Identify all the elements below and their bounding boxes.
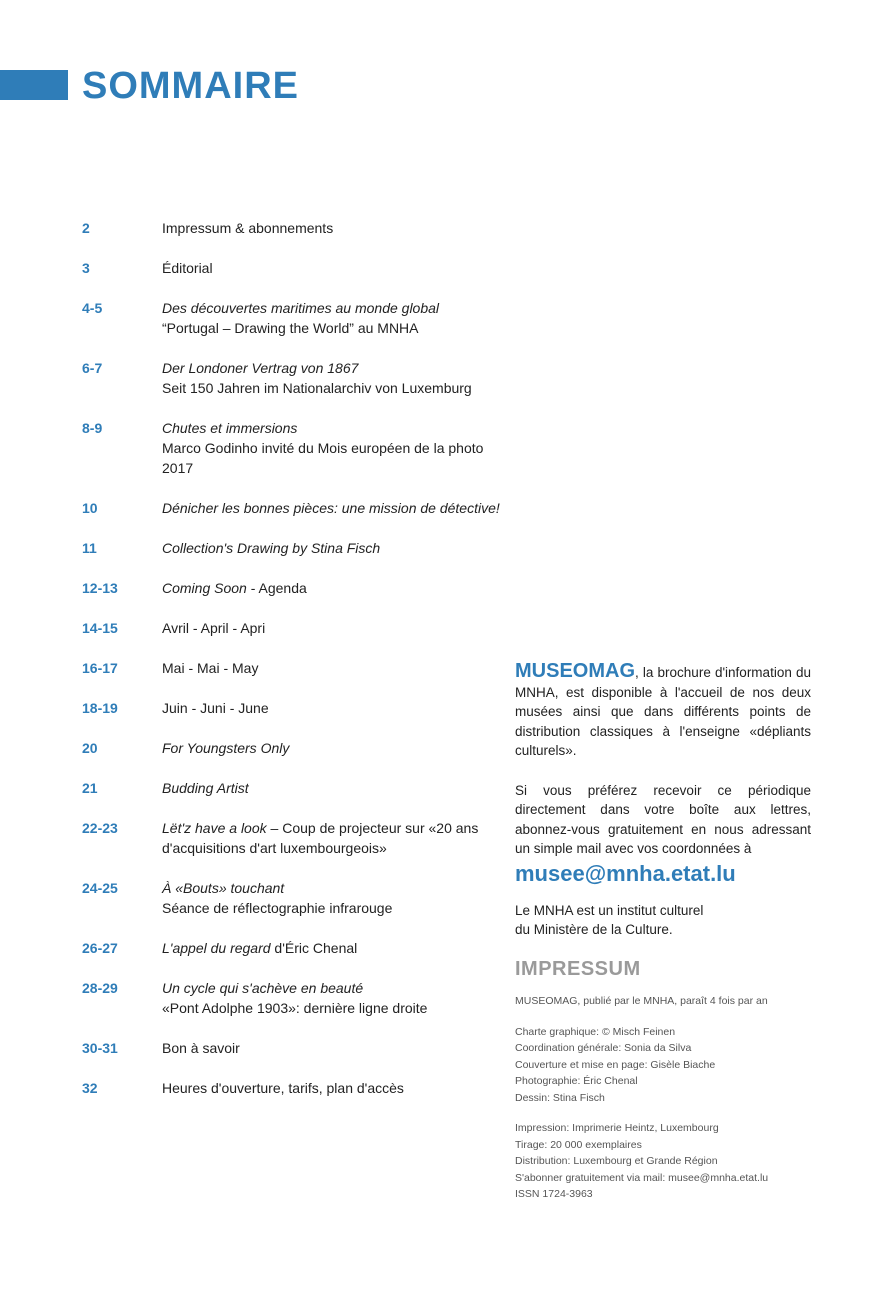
toc-item[interactable] xyxy=(82,358,512,398)
impressum-line: ISSN 1724-3963 xyxy=(515,1188,593,1200)
toc-entry-italic: For Youngsters Only xyxy=(162,740,290,756)
toc-entry-italic: Coming Soon xyxy=(162,580,247,596)
sidebar-info xyxy=(515,662,811,1203)
toc-entry-italic: L'appel du regard xyxy=(162,940,271,956)
impressum-line: Photographie: Éric Chenal xyxy=(515,1075,638,1087)
toc-entry-italic: Dénicher les bonnes pièces: une mission de détective! xyxy=(162,500,500,516)
toc-entry xyxy=(162,358,512,398)
toc-page-number: 14-15 xyxy=(82,620,118,636)
toc-entry-text: Juin - Juni - June xyxy=(162,700,269,716)
toc-entry-italic: Budding Artist xyxy=(162,780,249,796)
toc-entry xyxy=(162,298,512,338)
toc-item[interactable] xyxy=(82,258,512,278)
toc-page-number: 16-17 xyxy=(82,660,118,676)
toc-entry-italic: Des découvertes maritimes au monde global xyxy=(162,300,440,316)
toc-entry xyxy=(162,418,512,478)
toc-entry-text: “Portugal – Drawing the World” au MNHA xyxy=(162,320,419,336)
toc-page-number: 18-19 xyxy=(82,700,118,716)
toc-item[interactable] xyxy=(82,418,512,478)
toc-entry xyxy=(162,778,512,798)
impressum-line: Distribution: Luxembourg et Grande Région xyxy=(515,1155,718,1167)
impressum-line: Charte graphique: © Misch Feinen xyxy=(515,1025,676,1038)
toc-item[interactable] xyxy=(82,618,512,638)
impressum-title: IMPRESSUM xyxy=(515,957,641,980)
toc-item[interactable] xyxy=(82,938,512,958)
toc-page-number: 28-29 xyxy=(82,980,118,996)
toc-page-number: 11 xyxy=(82,540,97,556)
toc-page-number: 4-5 xyxy=(82,300,103,316)
toc-item[interactable] xyxy=(82,978,512,1018)
toc-item[interactable] xyxy=(82,738,512,758)
toc-item[interactable] xyxy=(82,658,512,678)
page-title: SOMMAIRE xyxy=(82,65,299,107)
toc-item[interactable] xyxy=(82,878,512,918)
toc-entry xyxy=(162,938,512,958)
toc-entry-italic: À «Bouts» touchant xyxy=(162,880,285,896)
brand-name: MUSEOMAG xyxy=(515,660,635,682)
table-of-contents xyxy=(82,218,512,1098)
toc-entry-italic: Chutes et immersions xyxy=(162,420,298,436)
toc-page-number: 2 xyxy=(82,220,90,236)
toc-entry-text: Avril - April - Apri xyxy=(162,620,266,636)
toc-entry-text: Impressum & abonnements xyxy=(162,220,334,236)
toc-page-number: 10 xyxy=(82,500,98,516)
toc-page-number: 26-27 xyxy=(82,940,118,956)
toc-entry xyxy=(162,578,512,598)
toc-page-number: 24-25 xyxy=(82,880,118,896)
toc-page-number: 20 xyxy=(82,740,98,756)
impressum-line: MUSEOMAG, publié par le MNHA, paraît 4 fois par an xyxy=(515,995,768,1007)
toc-entry-text: Mai - Mai - May xyxy=(162,660,259,676)
impressum-line: Couverture et mise en page: Gisèle Biache xyxy=(515,1058,716,1071)
toc-page-number: 12-13 xyxy=(82,580,118,596)
toc-entry xyxy=(162,538,512,558)
toc-item[interactable] xyxy=(82,538,512,558)
toc-entry-text: d'Éric Chenal xyxy=(270,940,358,956)
toc-entry xyxy=(162,878,512,918)
toc-entry xyxy=(162,658,512,678)
email-link[interactable]: musee@mnha.etat.lu xyxy=(515,860,736,886)
toc-entry-text: Séance de réflectographie infrarouge xyxy=(162,900,393,916)
impressum-line: Coordination générale: Sonia da Silva xyxy=(515,1042,692,1054)
toc-entry xyxy=(162,818,512,858)
toc-entry-text: Marco Godinho invité du Mois européen de la photo 2017 xyxy=(162,440,484,476)
toc-entry-text: - Agenda xyxy=(246,580,307,596)
toc-item[interactable] xyxy=(82,818,512,858)
institute-line-1: Le MNHA est un institut culturel xyxy=(515,902,704,918)
intro-text: , la brochure d'information du MNHA, est disponible à l'accueil de nos deux musées ainsi que dans différents points de distribution classiques à l'enseigne «dépliants culturels». xyxy=(515,665,811,758)
toc-entry-italic: Collection's Drawing by Stina Fisch xyxy=(162,540,381,556)
toc-page-number: 8-9 xyxy=(82,420,103,436)
impressum-line: Impression: Imprimerie Heintz, Luxembourg xyxy=(515,1122,719,1134)
toc-item[interactable] xyxy=(82,298,512,338)
toc-item[interactable] xyxy=(82,778,512,798)
toc-entry xyxy=(162,1038,512,1058)
toc-page-number: 21 xyxy=(82,780,98,796)
impressum-line: Dessin: Stina Fisch xyxy=(515,1091,605,1104)
toc-entry xyxy=(162,218,512,238)
toc-item[interactable] xyxy=(82,698,512,718)
toc-entry-italic: Der Londoner Vertrag von 1867 xyxy=(162,360,359,376)
toc-entry xyxy=(162,978,512,1018)
toc-page-number: 30-31 xyxy=(82,1040,118,1056)
toc-entry xyxy=(162,258,512,278)
toc-item[interactable] xyxy=(82,578,512,598)
toc-item[interactable] xyxy=(82,498,512,518)
toc-entry-italic: Lët'z have a look xyxy=(162,820,267,836)
toc-page-number: 3 xyxy=(82,260,90,276)
intro-paragraph xyxy=(515,662,811,761)
toc-entry xyxy=(162,498,512,518)
toc-entry xyxy=(162,698,512,718)
toc-entry xyxy=(162,618,512,638)
toc-entry-text: Seit 150 Jahren im Nationalarchiv von Luxemburg xyxy=(162,380,472,396)
toc-item[interactable] xyxy=(82,1078,512,1098)
impressum-line: S'abonner gratuitement via mail: musee@mnha.etat.lu xyxy=(515,1171,769,1184)
institute-line-2: du Ministère de la Culture. xyxy=(515,922,673,937)
toc-item[interactable] xyxy=(82,1038,512,1058)
toc-entry xyxy=(162,1078,512,1098)
toc-entry-text: Éditorial xyxy=(162,260,213,276)
toc-entry xyxy=(162,738,512,758)
toc-page-number: 22-23 xyxy=(82,820,118,836)
toc-entry-text: – Coup de projecteur sur «20 ans d'acquisitions d'art luxembourgeois» xyxy=(162,820,479,856)
impressum-line: Tirage: 20 000 exemplaires xyxy=(515,1138,642,1151)
toc-entry-text: «Pont Adolphe 1903»: dernière ligne droite xyxy=(162,1000,428,1016)
toc-page-number: 6-7 xyxy=(82,360,103,376)
toc-item[interactable] xyxy=(82,218,512,238)
toc-entry-italic: Un cycle qui s'achève en beauté xyxy=(162,980,364,996)
toc-entry-text: Bon à savoir xyxy=(162,1040,240,1056)
header-accent-bar xyxy=(0,70,68,100)
toc-entry-text: Heures d'ouverture, tarifs, plan d'accès xyxy=(162,1080,404,1096)
subscribe-paragraph: Si vous préférez recevoir ce périodique directement dans votre boîte aux lettres, abonnez-vous gratuitement en nous adressant un simple mail avec vos coordonnées à xyxy=(515,782,811,856)
toc-page-number: 32 xyxy=(82,1080,98,1096)
